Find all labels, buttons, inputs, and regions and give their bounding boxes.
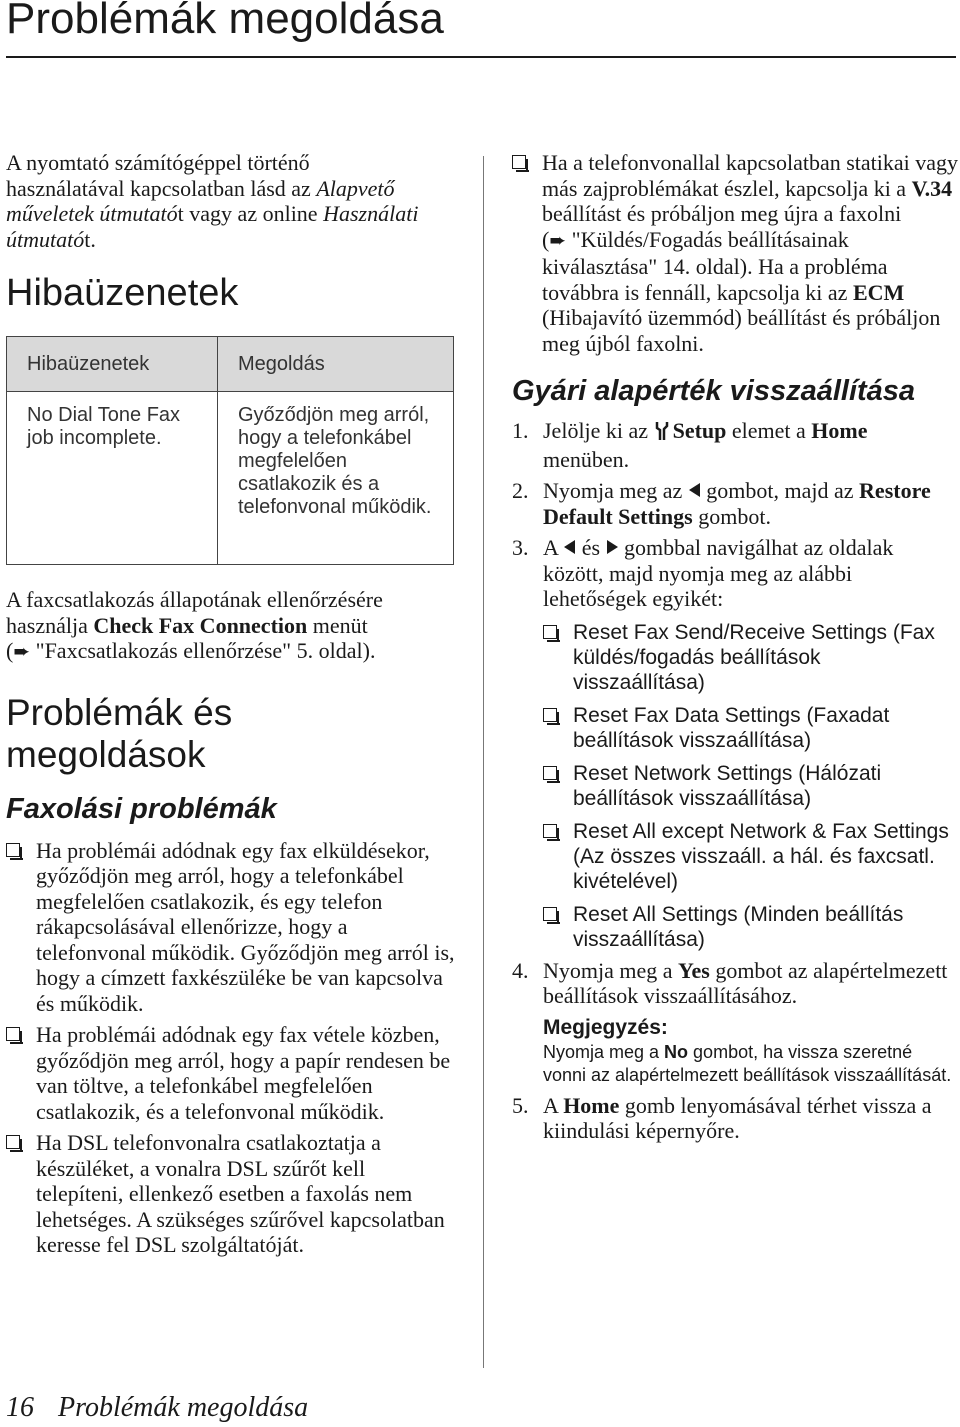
left-arrow-icon: [563, 535, 576, 561]
problems-heading: Problémák és megoldások: [6, 691, 233, 775]
fax-problems-heading: Faxolási problémák: [6, 792, 277, 825]
restore-steps: [512, 418, 958, 1144]
checkbox-bullet-icon: [543, 708, 557, 722]
page-title: Problémák megoldása: [6, 0, 444, 43]
checkbox-bullet-icon: [6, 843, 20, 857]
restore-default-label: Restore Default Settings: [543, 478, 931, 529]
column-divider: [483, 156, 484, 1368]
left-arrow-icon: [688, 478, 701, 504]
list-item: Ha problémái adódnak egy fax vétele közben, győződjön meg arról, hogy a papír rendesen be van töltve, a telefonkábel megfelelően csatlakozik, és a telefonvonal működik.: [6, 1022, 456, 1124]
step-5: 5. A Home gomb lenyomásával térhet vissza a kiindulási képernyőre.: [512, 1092, 932, 1143]
v34-label: V.34: [911, 175, 953, 201]
checkbox-bullet-icon: [543, 824, 557, 838]
title-rule: [6, 56, 956, 58]
page-footer: [6, 1392, 308, 1424]
fax-problem-list: [6, 838, 456, 1258]
list-item: Ha problémái adódnak egy fax elküldésekor, győződjön meg arról, hogy a telefonkábel megfelelően csatlakozik, és egy telefon rákapcsolásával ellenőrizze, hogy a telefonvonal működik. Győződjön meg arról is, hogy a címzett faxkészüléke be van kapcsolva és működik.: [6, 838, 456, 1017]
no-label: No: [664, 1041, 689, 1062]
reference-arrow-icon: ➨: [549, 229, 567, 252]
note-text: Nyomja meg a No gombot, ha vissza szeretné vonni az alapértelmezett beállítások visszaállítását.: [543, 1041, 952, 1085]
intro-paragraph: A nyomtató számítógéppel történő használatával kapcsolatban lásd az Alapvető műveletek útmutatót vagy az online Használati útmutatót.: [6, 150, 419, 252]
static-noise-list: [512, 150, 958, 356]
right-arrow-icon: [606, 535, 619, 561]
checkbox-bullet-icon: [6, 1135, 20, 1149]
table-row: [7, 392, 454, 565]
basic-guide-link: Alapvető műveletek útmutató: [6, 175, 395, 226]
list-item: Reset Fax Send/Receive Settings (Fax küldés/fogadás beállítások visszaállítása): [543, 620, 958, 695]
solution-cell: Győződjön meg arról, hogy a telefonkábel megfelelően csatlakozik és a telefonvonal működik.: [218, 392, 454, 565]
list-item: Reset All Settings (Minden beállítás visszaállítása): [543, 902, 958, 952]
right-column: [512, 150, 958, 1144]
error-message-cell: No Dial Tone Fax job incomplete.: [7, 392, 218, 565]
yes-label: Yes: [678, 957, 710, 983]
page-number: 16: [6, 1392, 34, 1423]
list-item: Ha a telefonvonallal kapcsolatban statikai vagy más zajproblémákat észlel, kapcsolja ki a V.34 beállítást és próbáljon meg újra a faxolni (➨ "Küldés/Fogadás beállításainak kiválasztása" 14. oldal). Ha a probléma továbbra is fennáll, kapcsolja ki az ECM (Hibajavító üzemmód) beállítást és próbáljon meg újból faxolni.: [512, 150, 958, 356]
checkbox-bullet-icon: [543, 625, 557, 639]
home-label: Home: [811, 418, 868, 443]
checkbox-bullet-icon: [543, 766, 557, 780]
checkbox-bullet-icon: [512, 155, 526, 169]
defaults-heading: Gyári alapérték visszaállítása: [512, 375, 916, 407]
list-item: Reset Network Settings (Hálózati beállítások visszaállítása): [543, 761, 958, 811]
solution-col-header: Megoldás: [218, 337, 454, 392]
footer-section: Problémák megoldása: [58, 1392, 309, 1423]
note-box: [543, 1015, 958, 1087]
check-fax-connection-label: Check Fax Connection: [93, 612, 308, 638]
setup-label: Setup: [672, 418, 727, 443]
ecm-label: ECM: [852, 279, 905, 305]
step-2: 2. Nyomja meg az gombot, majd az Restore Default Settings gombot.: [512, 478, 931, 529]
checkbox-bullet-icon: [543, 907, 557, 921]
step-3: 3. A és gombbal navigálhat az oldalak között, majd nyomja meg az alábbi lehetőségek egyikét: Reset Fax Send/Receive Settings (Fax küldés/fogadás beállítások visszaállítása) Reset Fax Data Settings (Faxadat beállítások visszaállítása) Reset Network Settings (Hálózati beállítások visszaállítása) Reset All except Network & Fax Settings (Az összes visszaáll. a hál. és faxcsatl. kivételével) Reset All Settings (Minden beállítás visszaállítása): [512, 535, 958, 952]
wrench-icon: [654, 421, 670, 447]
errors-heading: Hibaüzenetek: [6, 272, 239, 314]
checkbox-bullet-icon: [6, 1027, 20, 1041]
step-1: 1. Jelölje ki az Setup elemet a Home menüben.: [512, 418, 868, 472]
list-item: Reset All except Network & Fax Settings (Az összes visszaáll. a hál. és faxcsatl. kivételével): [543, 819, 958, 894]
step-4: 4. Nyomja meg a Yes gombot az alapértelmezett beállítások visszaállításához. Megjegyzés: Nyomja meg a No gombot, ha vissza szeretné vonni az alapértelmezett beállítások visszaállítását.: [512, 958, 958, 1087]
check-fax-reference: "Faxcsatlakozás ellenőrzése" 5. oldal).: [30, 638, 376, 663]
user-guide-link: Használati útmutató: [6, 201, 419, 252]
left-column: [6, 150, 456, 1258]
note-title: Megjegyzés:: [543, 1015, 668, 1039]
check-fax-paragraph: A faxcsatlakozás állapotának ellenőrzésére használja Check Fax Connection menüt (➨ "Faxcsatlakozás ellenőrzése" 5. oldal).: [6, 587, 383, 663]
reference-arrow-icon: ➨: [13, 641, 31, 663]
list-item: Reset Fax Data Settings (Faxadat beállítások visszaállítása): [543, 703, 958, 753]
error-col-header: Hibaüzenetek: [7, 337, 218, 392]
error-table: [6, 336, 454, 565]
reset-options-list: [543, 620, 958, 952]
home-label: Home: [563, 1092, 620, 1118]
list-item: Ha DSL telefonvonalra csatlakoztatja a készüléket, a vonalra DSL szűrőt kell telepíteni, ellenkező esetben a faxolás nem lehetséges. A szükséges szűrővel kapcsolatban keresse fel DSL szolgáltatóját.: [6, 1130, 456, 1258]
